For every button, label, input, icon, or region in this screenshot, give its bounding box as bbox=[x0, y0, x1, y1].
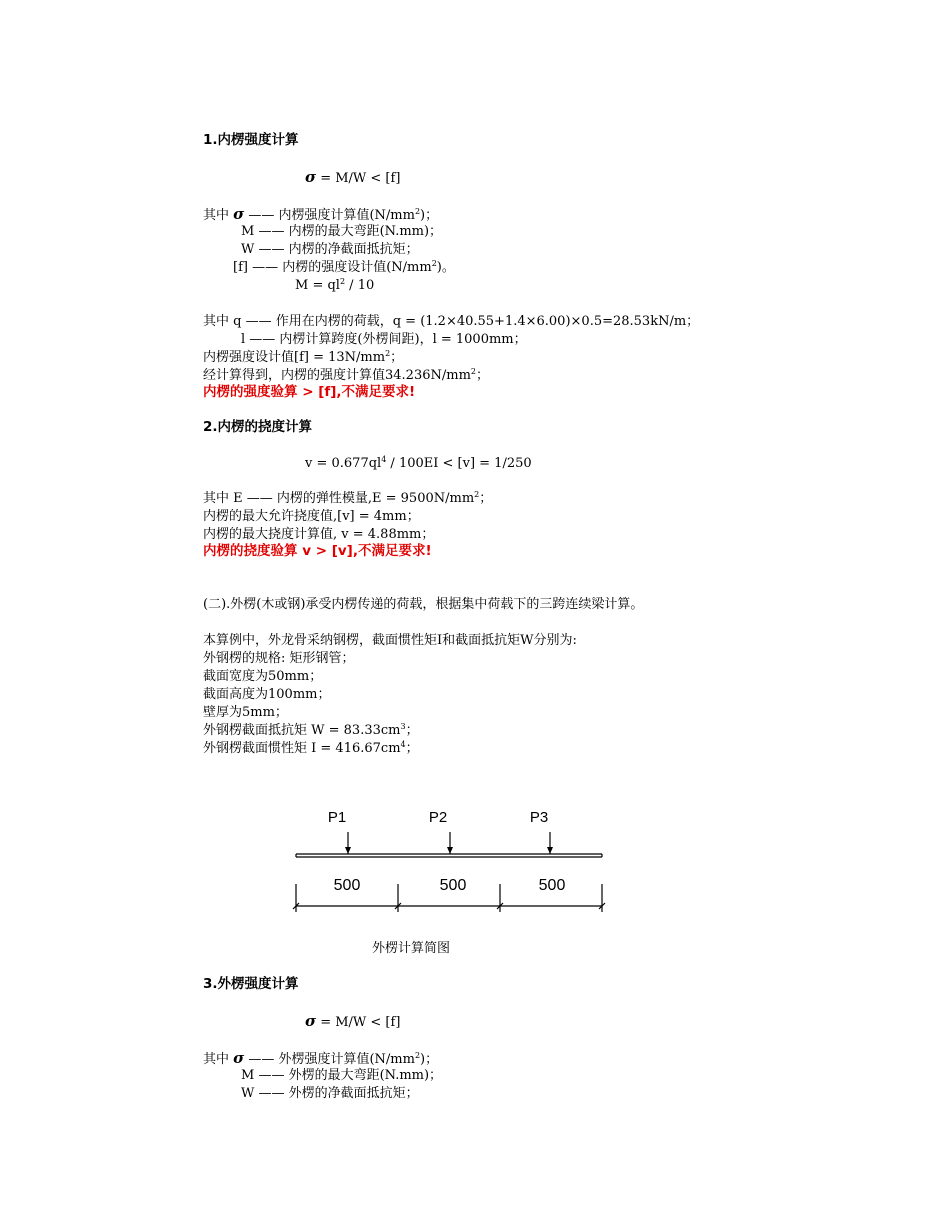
superscript: 2 bbox=[470, 367, 476, 376]
outer-intro: (二).外楞(木或钢)承受内楞传递的荷载，根据集中荷载下的三跨连续梁计算。 bbox=[203, 597, 644, 612]
definition-l: l —— 内楞计算跨度(外楞间距)，l = 1000mm； bbox=[241, 332, 527, 347]
text-end: ； bbox=[405, 741, 419, 756]
definition-end: )； bbox=[420, 208, 439, 223]
outer-line-4: 截面高度为100mm； bbox=[203, 687, 331, 702]
allowable-deflection: 内楞的最大允许挠度值,[v] = 4mm； bbox=[203, 509, 420, 524]
span-label-3: 500 bbox=[538, 877, 566, 894]
definition-end: )； bbox=[420, 1052, 439, 1067]
definition-text: —— 外楞强度计算值(N/mm bbox=[244, 1052, 415, 1067]
span-label-2: 500 bbox=[439, 877, 467, 894]
definition-m: M —— 内楞的最大弯距(N.mm)； bbox=[241, 224, 443, 239]
span-label-1: 500 bbox=[333, 877, 361, 894]
beam-diagram bbox=[286, 796, 616, 920]
sigma-symbol: σ bbox=[305, 168, 317, 186]
arrowhead-icon bbox=[447, 847, 453, 854]
outer-line-5: 壁厚为5mm； bbox=[203, 705, 288, 720]
section-1-heading: 1.内楞强度计算 bbox=[203, 132, 299, 148]
superscript: 2 bbox=[431, 259, 437, 268]
superscript: 2 bbox=[385, 349, 391, 358]
outer-definition-w: W —— 外楞的净截面抵抗矩； bbox=[241, 1086, 419, 1101]
sigma-symbol: σ bbox=[233, 205, 245, 223]
superscript: 2 bbox=[339, 277, 346, 286]
superscript: 4 bbox=[400, 740, 406, 749]
outer-definition-sigma bbox=[203, 1049, 438, 1069]
outer-line-1: 本算例中，外龙骨采纳钢楞，截面惯性矩I和截面抵抗矩W分别为: bbox=[203, 633, 577, 648]
text: 外钢楞截面抵抗矩 W = 83.33cm bbox=[203, 723, 401, 738]
text: 外钢楞截面惯性矩 I = 416.67cm bbox=[203, 741, 401, 756]
formula-text-end: / 100EI < [v] = 1/250 bbox=[386, 456, 532, 471]
load-label-p1: P1 bbox=[327, 809, 347, 826]
arrowhead-icon bbox=[547, 847, 553, 854]
text: 内楞强度设计值[f] = 13N/mm bbox=[203, 350, 386, 365]
strength-conclusion: 内楞的强度验算 > [f],不满足要求! bbox=[203, 384, 416, 400]
section-2-heading: 2.内楞的挠度计算 bbox=[203, 419, 313, 435]
definition-e bbox=[203, 490, 492, 508]
formula-text: = M/W < [f] bbox=[316, 1015, 401, 1030]
text-end: ； bbox=[405, 723, 419, 738]
text: 其中 E —— 内楞的弹性模量,E = 9500N/mm bbox=[203, 491, 475, 506]
text-end: ； bbox=[390, 350, 404, 365]
outer-strength-formula bbox=[305, 1012, 400, 1032]
definition-text: —— 内楞强度计算值(N/mm bbox=[244, 208, 415, 223]
design-strength bbox=[203, 349, 403, 367]
prefix-text: 其中 bbox=[203, 208, 234, 223]
definition-text: [f] —— 内楞的强度设计值(N/mm bbox=[233, 260, 432, 275]
superscript: 2 bbox=[414, 207, 421, 216]
strength-formula bbox=[305, 168, 400, 188]
load-label-p2: P2 bbox=[428, 809, 448, 826]
load-label-p3: P3 bbox=[529, 809, 549, 826]
superscript: 2 bbox=[474, 490, 480, 499]
superscript: 2 bbox=[414, 1051, 421, 1060]
formula-text: v = 0.677ql bbox=[305, 456, 382, 471]
sigma-symbol: σ bbox=[233, 1049, 245, 1067]
definition-w: W —— 内楞的净截面抵抗矩； bbox=[241, 242, 419, 257]
text-end: ； bbox=[479, 491, 493, 506]
formula-text: = M/W < [f] bbox=[316, 171, 401, 186]
outer-line-3: 截面宽度为50mm； bbox=[203, 669, 323, 684]
definition-sigma bbox=[203, 205, 438, 225]
outer-line-7 bbox=[203, 740, 419, 758]
sigma-symbol: σ bbox=[305, 1012, 317, 1030]
moment-formula bbox=[295, 277, 374, 295]
diagram-caption: 外楞计算简图 bbox=[372, 941, 451, 956]
outer-line-2: 外钢楞的规格: 矩形钢管； bbox=[203, 651, 355, 666]
text-end: ； bbox=[476, 368, 490, 383]
superscript: 3 bbox=[400, 722, 406, 731]
definition-q: 其中 q —— 作用在内楞的荷载，q = (1.2×40.55+1.4×6.00)×0.5=28.53kN/m； bbox=[203, 314, 700, 329]
outer-line-6 bbox=[203, 722, 419, 740]
deflection-formula bbox=[305, 455, 532, 473]
deflection-conclusion: 内楞的挠度验算 v > [v],不满足要求! bbox=[203, 543, 432, 559]
text: 经计算得到，内楞的强度计算值34.236N/mm bbox=[203, 368, 471, 383]
section-3-heading: 3.外楞强度计算 bbox=[203, 976, 299, 992]
superscript: 4 bbox=[381, 455, 387, 464]
prefix-text: 其中 bbox=[203, 1052, 234, 1067]
definition-end: )。 bbox=[436, 260, 455, 275]
formula-text: M = ql bbox=[295, 278, 340, 293]
computed-deflection: 内楞的最大挠度计算值, v = 4.88mm； bbox=[203, 527, 435, 542]
outer-definition-m: M —— 外楞的最大弯距(N.mm)； bbox=[241, 1068, 443, 1083]
arrowhead-icon bbox=[345, 847, 351, 854]
definition-f bbox=[233, 259, 455, 277]
formula-text-end: / 10 bbox=[345, 278, 375, 293]
